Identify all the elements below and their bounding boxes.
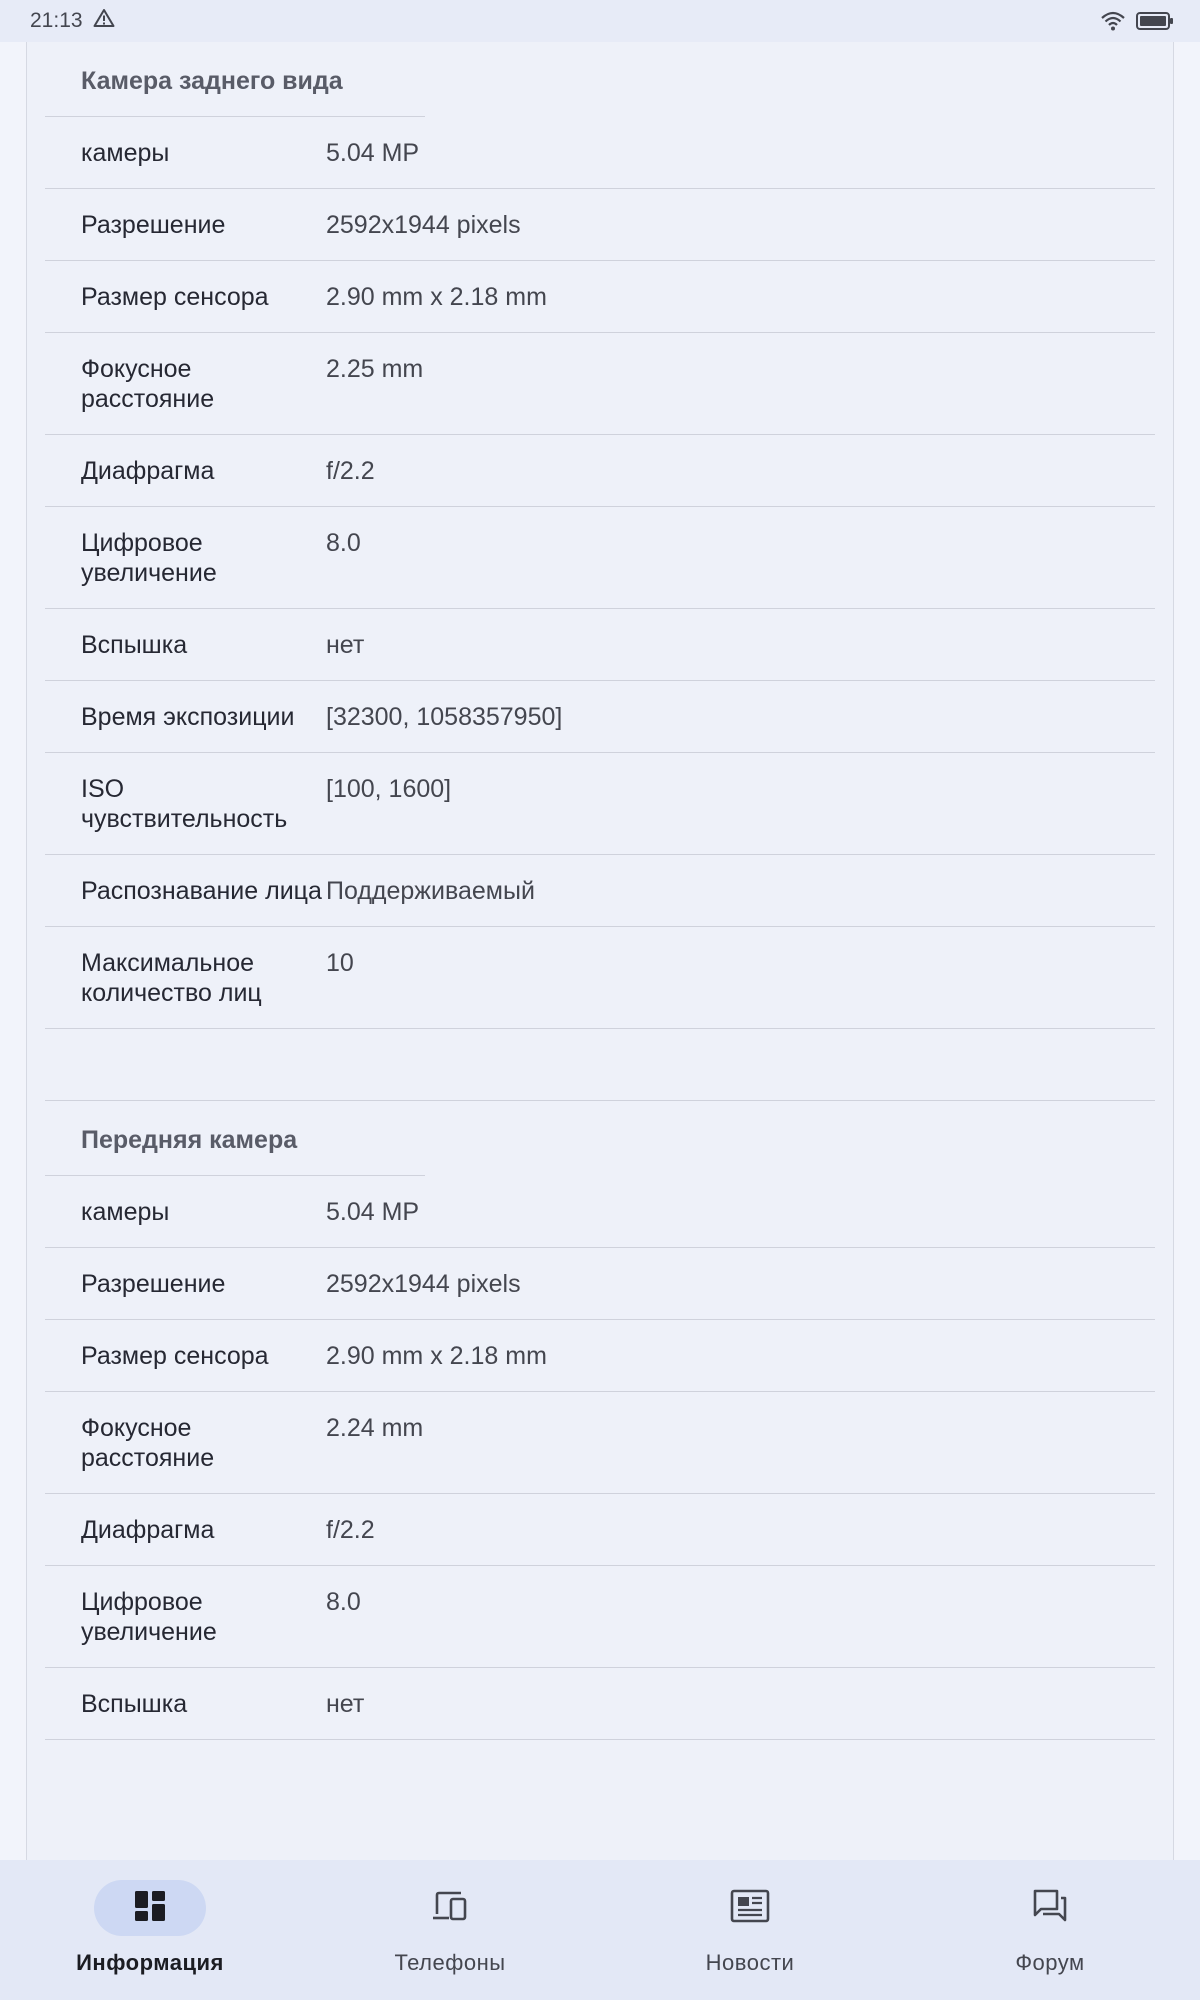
spec-value: Поддерживаемый [326,877,535,905]
spec-label: Разрешение [81,1270,226,1298]
nav-label-forum: Форум [1015,1950,1085,1975]
wifi-icon [1100,10,1126,32]
spec-label: Диафрагма [81,1516,215,1544]
nav-item-forum[interactable] [900,1860,1200,2000]
spec-label: Разрешение [81,211,226,239]
spec-label: Максимальное количество лиц [81,949,262,1007]
front-camera-section [45,1101,1155,1740]
spec-row [45,333,1155,435]
spec-row [45,855,1155,927]
spec-value: 2.90 mm x 2.18 mm [326,1342,547,1370]
spec-value: f/2.2 [326,457,375,485]
spec-label: Время экспозиции [81,703,295,731]
forum-icon [1031,1888,1069,1929]
devices-icon [431,1888,469,1929]
spec-row [45,1320,1155,1392]
spec-value: 5.04 MP [326,139,420,167]
section-title-rear-camera: Камера заднего вида [45,42,425,117]
spec-value: 2592x1944 pixels [326,1270,521,1298]
nav-label-info: Информация [76,1950,224,1975]
section-divider [45,1029,1155,1101]
spec-row [45,681,1155,753]
spec-label: Цифровое увеличение [81,529,217,587]
spec-value: 2.90 mm x 2.18 mm [326,283,547,311]
nav-item-info[interactable] [0,1860,300,2000]
spec-row [45,753,1155,855]
spec-row [45,1494,1155,1566]
rear-camera-section [45,42,1155,1101]
specs-panel[interactable] [26,42,1174,1860]
battery-icon [1136,11,1174,31]
spec-row [45,1392,1155,1494]
spec-label: Размер сенсора [81,283,269,311]
spec-row [45,609,1155,681]
status-bar [0,0,1200,42]
spec-label: Диафрагма [81,457,215,485]
spec-value: [100, 1600] [326,775,452,803]
spec-value: [32300, 1058357950] [326,703,563,731]
spec-row [45,507,1155,609]
spec-label: камеры [81,139,170,167]
spec-label: Вспышка [81,1690,188,1718]
spec-row [45,117,1155,189]
spec-value: 8.0 [326,529,361,557]
spec-value: 8.0 [326,1588,361,1616]
nav-item-news[interactable] [600,1860,900,2000]
spec-row [45,1566,1155,1668]
spec-value: 10 [326,949,354,977]
spec-value: нет [326,631,365,659]
nav-item-phones[interactable] [300,1860,600,2000]
bottom-navigation [0,1860,1200,2000]
section-title-front-camera: Передняя камера [45,1101,425,1176]
spec-row [45,1248,1155,1320]
nav-label-news: Новости [705,1950,795,1975]
spec-row [45,189,1155,261]
spec-label: Вспышка [81,631,188,659]
dashboard-icon [132,1888,168,1929]
spec-row [45,927,1155,1029]
status-time: 21:13 [30,9,83,32]
spec-label: Распознавание лица [81,877,322,905]
spec-row [45,1176,1155,1248]
spec-label: Размер сенсора [81,1342,269,1370]
newspaper-icon [729,1888,771,1929]
spec-row [45,1668,1155,1740]
spec-row [45,435,1155,507]
spec-row [45,261,1155,333]
spec-label: ISO чувствительность [81,775,288,833]
spec-value: f/2.2 [326,1516,375,1544]
spec-value: 2.24 mm [326,1414,424,1442]
active-indicator [94,1880,206,1936]
spec-label: камеры [81,1198,170,1226]
warning-icon [93,8,115,34]
spec-label: Фокусное расстояние [81,355,215,413]
spec-value: 2.25 mm [326,355,424,383]
spec-value: нет [326,1690,365,1718]
nav-label-phones: Телефоны [394,1950,506,1975]
spec-label: Фокусное расстояние [81,1414,215,1472]
spec-value: 5.04 MP [326,1198,420,1226]
spec-label: Цифровое увеличение [81,1588,217,1646]
spec-value: 2592x1944 pixels [326,211,521,239]
